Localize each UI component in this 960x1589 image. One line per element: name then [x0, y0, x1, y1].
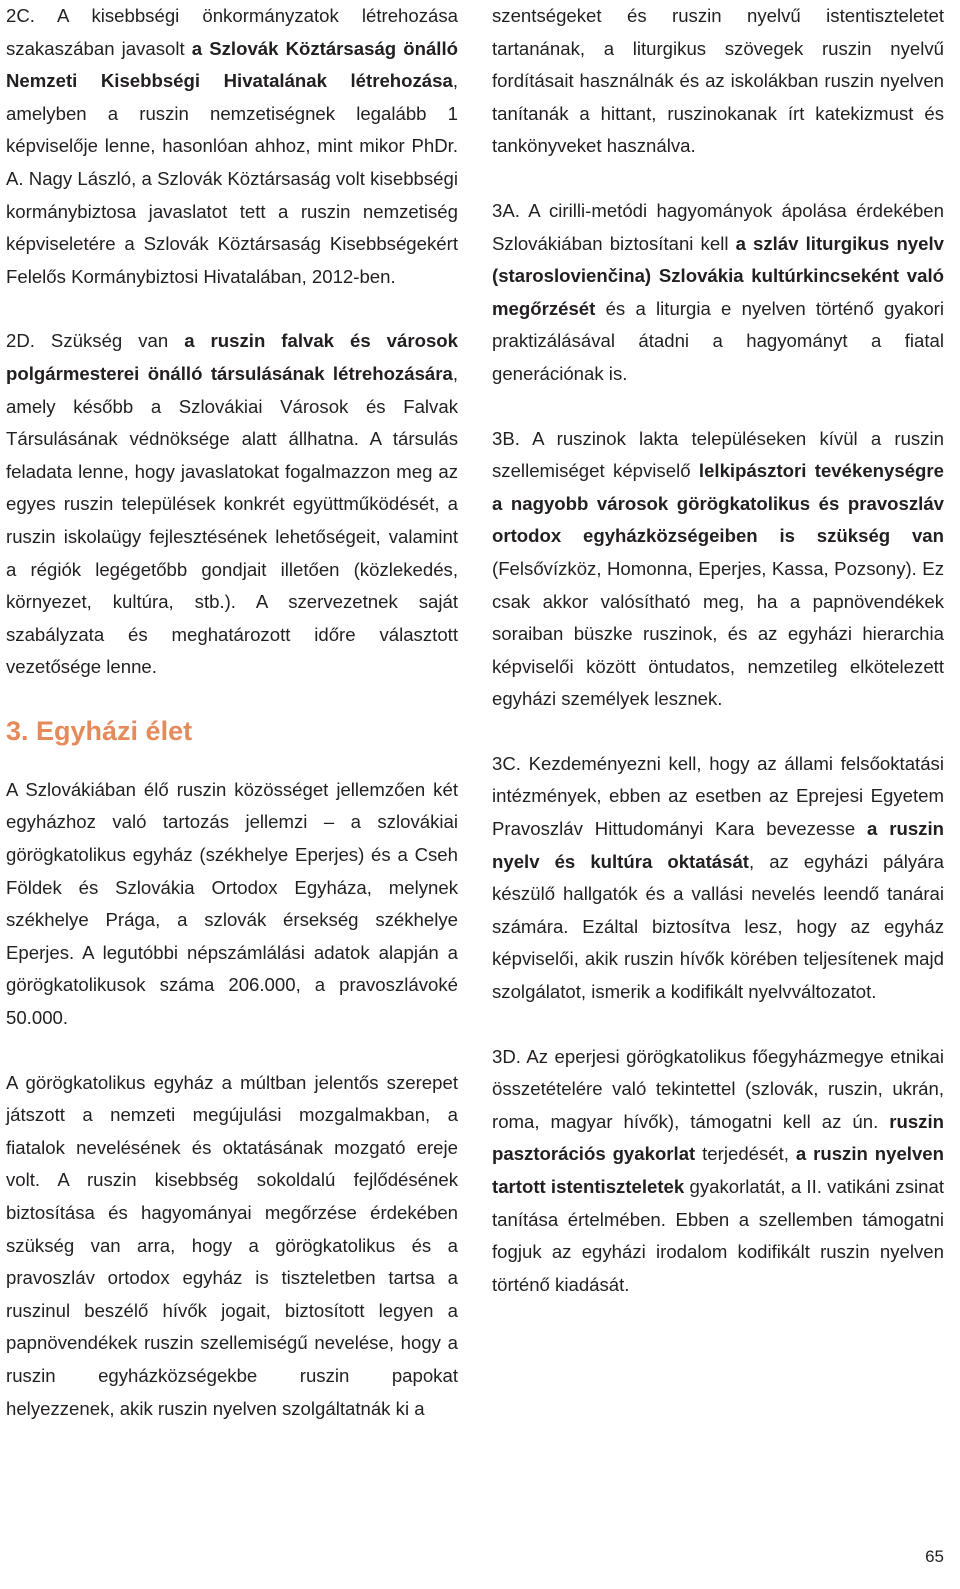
emphasis: a ruszin nyelv és kultúra oktatását [492, 818, 944, 872]
paragraph-label: 3C. [492, 752, 521, 774]
section-heading: 3. Egyházi élet [6, 715, 193, 746]
paragraph-2c: 2C. A kisebbségi önkormányzatok létrehozása szakaszában javasolt a Szlovák Köztársaság önálló Nemzeti Kisebbségi Hivatalának létrehozása, amelyben a ruszin nemzetiségnek legalább 1 képviselője lenne, hasonlóan ahhoz, mint mikor PhDr. A. Nagy László, a Szlovák Köztársaság volt kisebbségi kormánybiztosa javaslatot tett a ruszin nemzetiség képviseletére a Szlovák Köztársaság Kisebbségekért Felelős Kormánybiztosi Hivatalában, 2012-ben. [6, 5, 458, 287]
right-column [492, 0, 944, 1301]
emphasis: a szláv liturgikus nyelv (staroslovienčina) Szlovákia kultúrkincseként való megőrzését [492, 232, 944, 319]
page-number: 65 [925, 1547, 944, 1566]
paragraph-label: 2D. [6, 330, 35, 352]
left-column [6, 0, 458, 1425]
paragraph-label: 2C. [6, 5, 35, 26]
emphasis: a ruszin falvak és városok polgármesterei önálló társulásának létrehozására [6, 330, 459, 384]
emphasis: ruszin pasztorációs gyakorlat [492, 1110, 944, 1165]
emphasis: a ruszin nyelven tartott istentiszteletek [492, 1143, 945, 1197]
emphasis: lelkipásztori tevékenységre a nagyobb városok görögkatolikus és pravoszláv ortodox egyházközségeiben is szükség van [492, 460, 944, 547]
paragraph-3b: 3B. A ruszinok lakta településeken kívül a ruszin szellemiséget képviselő lelkipásztori tevékenységre a nagyobb városok görögkatolikus és pravoszláv ortodox egyházközségeiben is szükség van (Felsővízköz, Homonna, Eperjes, Kassa, Pozsony). Ez csak akkor valósítható meg, ha a papnövendékek soraiban büszke ruszinok, és az egyházi hierarchia képviselői között öntudatos, nemzetileg elkötelezett egyházi személyek lesznek. [492, 427, 944, 710]
paragraph-2d: 2D. Szükség van a ruszin falvak és városok polgármesterei önálló társulásának létrehozására, amely később a Szlovákiai Városok és Falvak Társulásának védnöksége alatt állhatna. A társulás feladata lenne, hogy javaslatokat fogalmazzon meg az egyes ruszin települések konkrét együttműködését, a ruszin iskolaügy fejlesztésének lehetőségeit, valamint a régiók legégetőbb gondjait illetően (közlekedés, környezet, kultúra, stb.). A szervezetnek saját szabályzata és meghatározott időre választott vezetősége lenne. [6, 330, 459, 678]
emphasis: a Szlovák Köztársaság önálló Nemzeti Kisebbségi Hivatalának létrehozása [6, 37, 458, 92]
paragraph-3a: 3A. A cirilli-metódi hagyományok ápolása érdekében Szlovákiában biztosítani kell a szláv liturgikus nyelv (staroslovienčina) Szlovákia kultúrkincseként való megőrzését és a liturgia e nyelven történő gyakori praktizálásával átadni a hagyományt a fiatal generációnak is. [492, 199, 944, 384]
paragraph-continuation: szentségeket és ruszin nyelvű istentiszteletet tartanának, a liturgikus szövegek ruszin nyelvű fordításait használnák és az iskolákban ruszin nyelven tanítanák a hittant, ruszinokanak írt katekizmust és tankönyveket használva. [492, 5, 944, 157]
paragraph-church-history: A görögkatolikus egyház a múltban jelentős szerepet játszott a nemzeti megújulási mozgalmakban, a fiatalok nevelésének és oktatásának mozgató ereje volt. A ruszin kisebbség sokoldalú fejlődésének biztosítása és hagyományai megőrzése érdekében szükség van arra, hogy a görögkatolikus és a pravoszláv ortodox egyház is tiszteletben tartsa a ruszinul beszélő hívők jogait, biztosított legyen a papnövendékek ruszin szellemiségű nevelése, hogy a ruszin egyházközségekbe ruszin papokat helyezzenek, akik ruszin nyelven szolgáltatnák ki a [6, 1071, 458, 1419]
paragraph-label: 3D. [492, 1045, 521, 1067]
paragraph-label: 3B. [492, 427, 520, 449]
paragraph-3d: 3D. Az eperjesi görögkatolikus főegyházmegye etnikai összetételére való tekintettel (szlovák, ruszin, ukrán, roma, magyar hívők), támogatni kell az ún. ruszin pasztorációs gyakorlat terjedését, a ruszin nyelven tartott istentiszteletek gyakorlatát, a II. vatikáni zsinat tanítása értelmében. Ebben a szellemben támogatni fogjuk az egyházi irodalom kodifikált ruszin nyelven történő kiadását. [492, 1045, 945, 1295]
paragraph-label: 3A. [492, 199, 520, 221]
paragraph-church-intro: A Szlovákiában élő ruszin közösséget jellemzően két egyházhoz való tartozás jellemzi – a szlovákiai görögkatolikus egyház (székhelye Eperjes) és a Cseh Földek és Szlovákia Ortodox Egyháza, melynek székhelye Prága, a szlovák érsekség székhelye Eperjes. A legutóbbi népszámlálási adatok alapján a görögkatolikusok száma 206.000, a pravoszlávoké 50.000. [6, 778, 458, 1029]
paragraph-3c: 3C. Kezdeményezni kell, hogy az állami felsőoktatási intézmények, ebben az esetben az Eprejesi Egyetem Pravoszláv Hittudományi Kara bevezesse a ruszin nyelv és kultúra oktatását, az egyházi pályára készülő hallgatók és a vallási nevelés leendő tanárai számára. Ezáltal biztosítva lesz, hogy az egyház képviselői, akik ruszin hívők körében teljesítenek majd szolgálatot, ismerik a kodifikált nyelvváltozatot. [492, 752, 945, 1003]
